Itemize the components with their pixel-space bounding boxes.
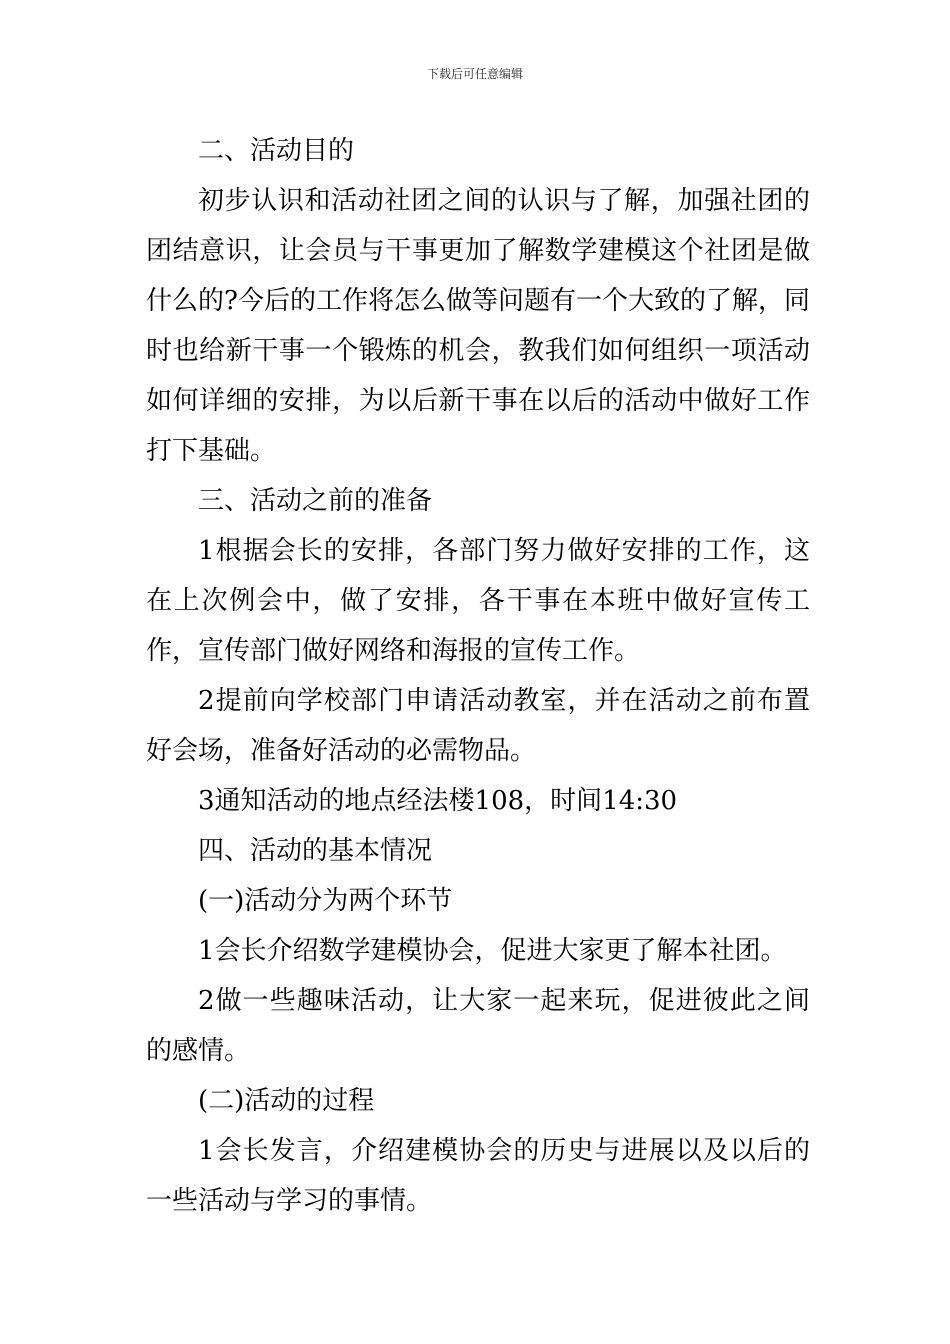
paragraph-part-2: 2做一些趣味活动，让大家一起来玩，促进彼此之间的感情。: [146, 986, 810, 1066]
heading-activity-purpose: 二、活动目的: [198, 136, 355, 166]
paragraph-process-1: 1会长发言，介绍建模协会的历史与进展以及以后的一些活动与学习的事情。: [146, 1136, 810, 1216]
page-header: 下载后可任意编辑: [426, 67, 523, 81]
paragraph-preparation-2: 2提前向学校部门申请活动教室，并在活动之前布置好会场，准备好活动的必需物品。: [146, 686, 810, 766]
heading-basic-situation: 四、活动的基本情况: [198, 836, 433, 866]
paragraph-preparation-1: 1根据会长的安排，各部门努力做好安排的工作，这在上次例会中，做了安排，各干事在本班中做好宣传工作，宣传部门做好网络和海报的宣传工作。: [146, 536, 810, 666]
paragraph-activity-purpose: 初步认识和活动社团之间的认识与了解，加强社团的团结意识，让会员与干事更加了解数学建模这个社团是做什么的?今后的工作将怎么做等问题有一个大致的了解，同时也给新干事一个锻炼的机会，教我们如何组织一项活动如何详细的安排，为以后新干事在以后的活动中做好工作打下基础。: [146, 186, 810, 466]
subheading-two-parts: (一)活动分为两个环节: [198, 886, 453, 916]
document-body: [146, 126, 810, 1226]
paragraph-part-1: 1会长介绍数学建模协会，促进大家更了解本社团。: [198, 936, 787, 966]
subheading-process: (二)活动的过程: [198, 1086, 375, 1116]
paragraph-preparation-3: 3通知活动的地点经法楼108，时间14:30: [198, 786, 678, 816]
heading-preparation: 三、活动之前的准备: [198, 486, 433, 516]
